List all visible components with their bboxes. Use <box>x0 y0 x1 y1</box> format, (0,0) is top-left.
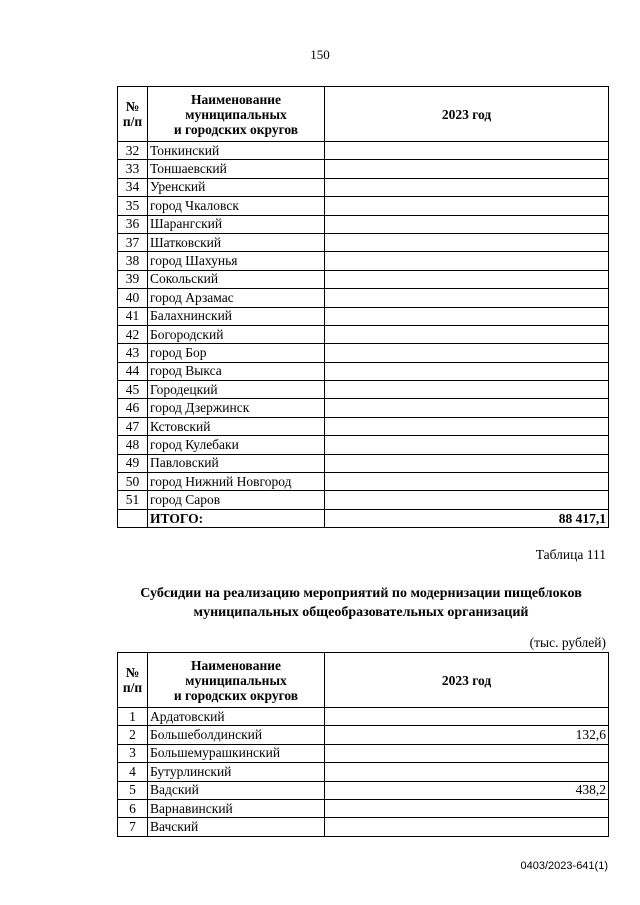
row-number: 37 <box>118 233 148 251</box>
row-value <box>325 708 609 726</box>
table-row <box>118 726 609 744</box>
table-title: Субсидии на реализацию мероприятий по модернизации пищеблоков муниципальных общеобразовательных организаций <box>140 586 582 620</box>
table-row <box>118 436 609 454</box>
row-value <box>325 362 609 380</box>
table-row <box>118 215 609 233</box>
table-row <box>118 197 609 215</box>
header-year: 2023 год <box>325 87 609 142</box>
header-number: № п/п <box>118 87 148 142</box>
table-header-row <box>118 87 609 142</box>
row-municipality: Кстовский <box>148 417 325 435</box>
row-municipality: город Чкаловск <box>148 197 325 215</box>
row-number: 35 <box>118 197 148 215</box>
table-row <box>118 473 609 491</box>
table-row <box>118 344 609 362</box>
row-number: 45 <box>118 381 148 399</box>
table-row <box>118 307 609 325</box>
row-number: 4 <box>118 763 148 781</box>
row-value <box>325 160 609 178</box>
total-value: 88 417,1 <box>325 509 609 527</box>
row-municipality: Тоншаевский <box>148 160 325 178</box>
row-value <box>325 399 609 417</box>
municipal-table-continued <box>117 86 609 528</box>
total-label: ИТОГО: <box>148 509 325 527</box>
table-label: Таблица 111 <box>535 547 606 562</box>
row-municipality: Вадский <box>148 781 325 799</box>
row-number: 33 <box>118 160 148 178</box>
row-value <box>325 763 609 781</box>
table-row <box>118 178 609 196</box>
row-municipality: Большеболдинский <box>148 726 325 744</box>
row-number: 3 <box>118 744 148 762</box>
row-municipality: Шатковский <box>148 233 325 251</box>
row-number: 39 <box>118 270 148 288</box>
total-row <box>118 509 609 527</box>
row-value <box>325 417 609 435</box>
row-number: 1 <box>118 708 148 726</box>
row-municipality: Тонкинский <box>148 142 325 160</box>
table-row <box>118 708 609 726</box>
table-row <box>118 252 609 270</box>
row-value <box>325 252 609 270</box>
row-municipality: Ардатовский <box>148 708 325 726</box>
row-municipality: город Бор <box>148 344 325 362</box>
table-row <box>118 233 609 251</box>
row-number: 5 <box>118 781 148 799</box>
row-value <box>325 289 609 307</box>
row-number: 49 <box>118 454 148 472</box>
table-header-row <box>118 653 609 708</box>
row-municipality: Богородский <box>148 325 325 343</box>
table-row <box>118 781 609 799</box>
row-municipality: Варнавинский <box>148 799 325 817</box>
units-note: (тыс. рублей) <box>529 635 606 650</box>
row-municipality: город Кулебаки <box>148 436 325 454</box>
row-number: 6 <box>118 799 148 817</box>
row-municipality: Сокольский <box>148 270 325 288</box>
row-municipality: Большемурашкинский <box>148 744 325 762</box>
header-municipality: Наименование муниципальных и городских округов <box>148 87 325 142</box>
row-number: 47 <box>118 417 148 435</box>
row-value <box>325 325 609 343</box>
row-number: 51 <box>118 491 148 509</box>
row-value <box>325 744 609 762</box>
total-number-cell <box>118 509 148 527</box>
row-municipality: Шарангский <box>148 215 325 233</box>
row-value <box>325 436 609 454</box>
row-value <box>325 142 609 160</box>
row-number: 38 <box>118 252 148 270</box>
row-municipality: Вачский <box>148 818 325 836</box>
row-municipality: город Шахунья <box>148 252 325 270</box>
row-number: 46 <box>118 399 148 417</box>
table-row <box>118 142 609 160</box>
row-number: 40 <box>118 289 148 307</box>
row-number: 2 <box>118 726 148 744</box>
row-value: 132,6 <box>325 726 609 744</box>
row-municipality: город Арзамас <box>148 289 325 307</box>
table-row <box>118 799 609 817</box>
table-row <box>118 491 609 509</box>
table-row <box>118 399 609 417</box>
row-municipality: город Выкса <box>148 362 325 380</box>
row-value: 438,2 <box>325 781 609 799</box>
row-value <box>325 197 609 215</box>
row-municipality: город Нижний Новгород <box>148 473 325 491</box>
row-number: 44 <box>118 362 148 380</box>
row-number: 36 <box>118 215 148 233</box>
row-municipality: Павловский <box>148 454 325 472</box>
row-value <box>325 233 609 251</box>
row-value <box>325 307 609 325</box>
row-municipality: город Саров <box>148 491 325 509</box>
row-value <box>325 381 609 399</box>
row-number: 42 <box>118 325 148 343</box>
table-row <box>118 744 609 762</box>
row-municipality: Бутурлинский <box>148 763 325 781</box>
row-value <box>325 491 609 509</box>
row-municipality: Балахнинский <box>148 307 325 325</box>
row-number: 43 <box>118 344 148 362</box>
header-municipality: Наименование муниципальных и городских округов <box>148 653 325 708</box>
table-row <box>118 270 609 288</box>
row-number: 50 <box>118 473 148 491</box>
document-code: 0403/2023-641(1) <box>520 860 608 872</box>
row-municipality: Уренский <box>148 178 325 196</box>
table-row <box>118 381 609 399</box>
row-value <box>325 818 609 836</box>
row-value <box>325 473 609 491</box>
table-row <box>118 325 609 343</box>
row-value <box>325 799 609 817</box>
table-row <box>118 362 609 380</box>
table-row <box>118 417 609 435</box>
page-number: 150 <box>310 47 330 62</box>
table-row <box>118 818 609 836</box>
row-number: 41 <box>118 307 148 325</box>
row-number: 48 <box>118 436 148 454</box>
row-municipality: Городецкий <box>148 381 325 399</box>
row-value <box>325 344 609 362</box>
row-number: 34 <box>118 178 148 196</box>
row-value <box>325 215 609 233</box>
header-year: 2023 год <box>325 653 609 708</box>
row-number: 32 <box>118 142 148 160</box>
header-number: № п/п <box>118 653 148 708</box>
row-value <box>325 454 609 472</box>
table-row <box>118 289 609 307</box>
table-row <box>118 454 609 472</box>
table-row <box>118 763 609 781</box>
row-number: 7 <box>118 818 148 836</box>
row-municipality: город Дзержинск <box>148 399 325 417</box>
row-value <box>325 178 609 196</box>
table-row <box>118 160 609 178</box>
subsidy-table <box>117 652 609 837</box>
row-value <box>325 270 609 288</box>
